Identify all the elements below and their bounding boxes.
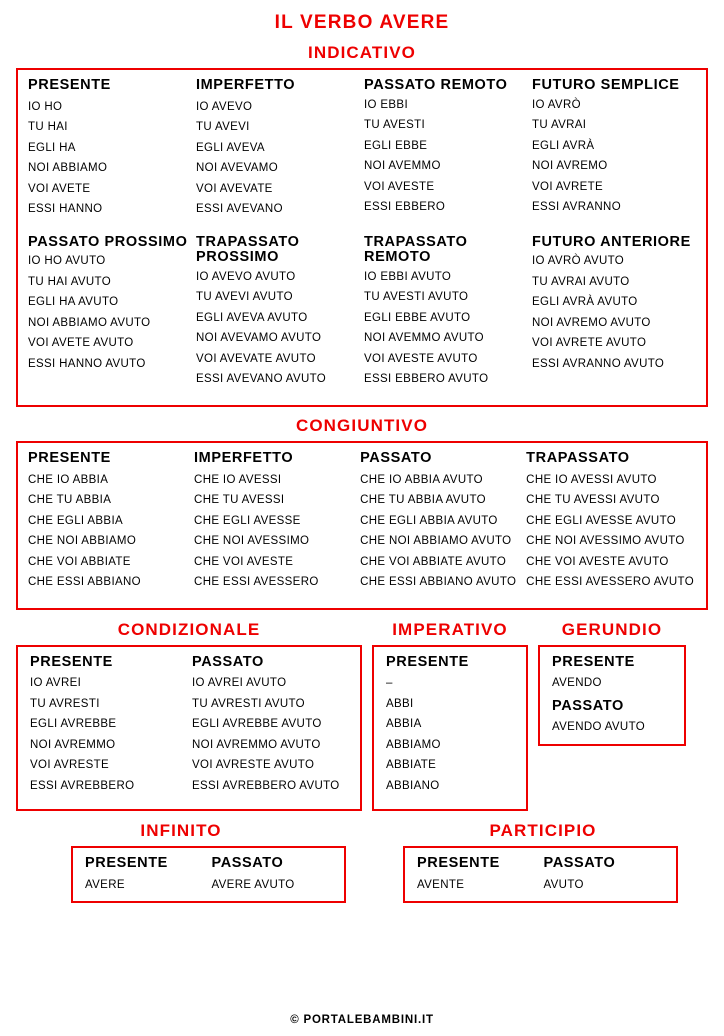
verb-form: IO EBBI AVUTO [364,270,452,283]
verb-form: CHE VOI ABBIATE [28,555,131,568]
tense-block-passato-prossimo [28,235,192,395]
verb-form: EGLI HA [28,141,76,154]
tense-title: PRESENTE [417,855,500,872]
verb-form: EGLI AVEVA [196,141,265,154]
verb-form: ESSI AVRANNO [532,201,621,214]
imperativo-box [372,645,528,812]
tense-block-inf-presente [85,856,208,893]
verb-form: ESSI AVEVANO AVUTO [196,373,327,386]
tense-title: IMPERFETTO [194,449,294,466]
verb-form: CHE IO AVESSI AVUTO [526,473,657,486]
verb-form: TU AVRESTI AVUTO [192,697,305,710]
verb-form: IO AVEVO [196,100,253,113]
verb-form: TU AVRESTI [30,697,100,710]
tense-title: FUTURO ANTERIORE [532,233,691,250]
verb-form: CHE EGLI ABBIA [28,514,124,527]
verb-form: AVENDO AVUTO [552,721,646,734]
tense-block-trapassato-prossimo [196,235,360,395]
verb-form: CHE VOI AVESTE [194,555,294,568]
verb-form: IO AVREI [30,677,82,690]
tense-block-cong-presente [28,451,190,598]
verb-form: EGLI EBBE AVUTO [364,311,471,324]
mood-title-infinito: INFINITO [140,821,222,841]
tense-title: PASSATO [543,855,616,872]
verb-form: VOI AVETE [28,182,91,195]
verb-form: VOI AVEVATE [196,182,273,195]
verb-form: TU AVEVI [196,121,250,134]
verb-form: EGLI AVRÀ [532,139,595,152]
middle-boxes-row [16,645,708,812]
mood-title-condizionale: CONDIZIONALE [117,619,261,639]
verb-form: CHE IO AVESSI [194,473,282,486]
verb-form: EGLI AVRÀ AVUTO [532,296,638,309]
verb-form: CHE NOI ABBIAMO [28,535,137,548]
verb-form: CHE VOI ABBIATE AVUTO [360,555,507,568]
verb-form: ESSI AVRANNO AVUTO [532,357,665,370]
verb-form: NOI AVREMO [532,160,608,173]
verb-form: EGLI AVREBBE [30,718,117,731]
verb-form: CHE TU AVESSI AVUTO [526,494,660,507]
tense-title: PRESENTE [85,855,168,872]
verb-form: ESSI AVREBBERO AVUTO [192,779,340,792]
verb-form: ABBIA [386,718,422,731]
tense-title: IMPERFETTO [196,77,296,93]
verb-form: IO AVREI AVUTO [192,677,287,690]
tense-title: PRESENTE [30,653,113,670]
tense-block-cond-passato [192,655,350,802]
tense-block-passato-remoto [364,78,528,225]
verb-form: ESSI AVREBBERO [30,779,135,792]
participio-columns [417,856,666,893]
tense-block-inf-passato [212,856,335,893]
verb-form: CHE IO ABBIA [28,473,109,486]
verb-conjugation-sheet [0,12,724,1036]
verb-form: TU AVEVI AVUTO [196,291,293,304]
verb-form: ESSI EBBERO [364,201,446,214]
verb-form: CHE NOI AVESSIMO [194,535,310,548]
tense-title: TRAPASSATO REMOTO [364,233,468,266]
verb-form: IO EBBI [364,98,408,111]
infinito-columns [85,856,334,893]
tense-block-futuro-semplice [532,78,696,225]
tense-title: PASSATO [192,653,264,670]
tense-block-cong-passato [360,451,522,598]
verb-form: ESSI HANNO AVUTO [28,357,146,370]
tense-title: PASSATO REMOTO [364,77,508,93]
verb-form: TU AVESTI [364,119,426,132]
verb-form: ABBIATE [386,759,437,772]
verb-form: AVUTO [543,878,584,891]
verb-form: NOI AVREMO AVUTO [532,316,651,329]
participio-box [403,846,678,903]
verb-form: NOI ABBIAMO AVUTO [28,316,151,329]
congiuntivo-row-1 [28,451,696,598]
verb-form: CHE ESSI AVESSERO AVUTO [526,576,694,589]
verb-form: TU AVRAI AVUTO [532,275,630,288]
verb-form: ABBIANO [386,779,440,792]
verb-form: VOI AVRETE [532,180,604,193]
condizionale-box [16,645,362,812]
verb-form: IO AVEVO AVUTO [196,270,296,283]
gerundio-box [538,645,686,746]
tense-title: PASSATO PROSSIMO [28,233,188,250]
bottom-boxes-row [16,846,708,903]
verb-form: CHE TU ABBIA AVUTO [360,494,486,507]
verb-form: IO AVRÒ AVUTO [532,255,625,268]
tense-block-trapassato-remoto [364,235,528,395]
tense-title: PRESENTE [386,653,469,670]
verb-form: NOI AVEVAMO [196,162,279,175]
middle-mood-titles [16,620,708,645]
tense-title: PASSATO [552,697,624,714]
verb-form: IO HO AVUTO [28,255,106,268]
verb-form: AVERE AVUTO [211,878,295,891]
verb-form: VOI AVRESTE AVUTO [192,759,315,772]
tense-block-imperfetto [196,78,360,225]
congiuntivo-box [16,441,708,610]
verb-form: TU AVRAI [532,119,587,132]
verb-form: – [386,677,393,690]
verb-form: TU HAI AVUTO [28,275,112,288]
tense-block-cong-trapassato [526,451,696,598]
verb-form: EGLI AVEVA AVUTO [196,311,308,324]
mood-title-participio: PARTICIPIO [489,821,597,841]
mood-title-imperativo: IMPERATIVO [392,619,508,639]
indicativo-row-1 [28,78,696,225]
indicativo-row-2 [28,235,696,395]
tense-title: FUTURO SEMPLICE [532,77,680,93]
tense-title: PRESENTE [28,449,111,466]
verb-form: CHE NOI ABBIAMO AVUTO [360,535,512,548]
tense-title: TRAPASSATO PROSSIMO [196,233,300,266]
verb-form: CHE TU ABBIA [28,494,112,507]
tense-block-presente [28,78,192,225]
verb-form: NOI AVEMMO AVUTO [364,332,484,345]
tense-title: PASSATO [360,449,432,466]
tense-title: PRESENTE [28,77,111,93]
tense-title: PRESENTE [552,653,635,670]
verb-form: IO HO [28,100,63,113]
verb-form: CHE ESSI ABBIANO [28,576,141,589]
indicativo-box [16,68,708,407]
verb-form: CHE ESSI AVESSERO [194,576,319,589]
verb-form: TU HAI [28,121,68,134]
infinito-box [71,846,346,903]
tense-block-futuro-anteriore [532,235,696,395]
verb-form: VOI AVESTE AVUTO [364,352,478,365]
verb-form: CHE EGLI AVESSE [194,514,301,527]
verb-form: NOI ABBIAMO [28,162,108,175]
verb-form: CHE EGLI ABBIA AVUTO [360,514,498,527]
verb-form: AVENTE [417,878,465,891]
mood-title-congiuntivo: CONGIUNTIVO [295,415,429,435]
footer-credit: © PORTALEBAMBINI.IT [290,1014,434,1026]
verb-form: ESSI AVEVANO [196,203,283,216]
verb-form: CHE ESSI ABBIANO AVUTO [360,576,517,589]
verb-form: CHE TU AVESSI [194,494,285,507]
verb-form: VOI AVEVATE AVUTO [196,352,316,365]
mood-title-indicativo: INDICATIVO [308,43,416,62]
verb-form: VOI AVETE AVUTO [28,337,134,350]
verb-form: AVERE [85,878,125,891]
page-title: IL VERBO AVERE [274,12,450,33]
verb-form: NOI AVREMMO [30,738,116,751]
tense-block-imp-presente [386,655,516,793]
condizionale-columns [30,655,350,802]
verb-form: CHE VOI AVESTE AVUTO [526,555,669,568]
bottom-mood-titles [16,821,708,846]
verb-form: NOI AVEVAMO AVUTO [196,332,322,345]
verb-form: VOI AVRESTE [30,759,110,772]
verb-form: EGLI EBBE [364,139,428,152]
verb-form: NOI AVEMMO [364,160,441,173]
verb-form: ABBI [386,697,414,710]
verb-form: VOI AVRETE AVUTO [532,337,647,350]
verb-form: EGLI HA AVUTO [28,296,119,309]
verb-form: AVENDO [552,677,602,690]
tense-block-cond-presente [30,655,188,802]
verb-form: CHE IO ABBIA AVUTO [360,473,483,486]
tense-block-part-passato [544,856,667,893]
tense-block-part-presente [417,856,540,893]
verb-form: TU AVESTI AVUTO [364,291,469,304]
verb-form: NOI AVREMMO AVUTO [192,738,321,751]
verb-form: VOI AVESTE [364,180,435,193]
verb-form: EGLI AVREBBE AVUTO [192,718,322,731]
verb-form: IO AVRÒ [532,98,581,111]
tense-title: PASSATO [211,855,284,872]
verb-form: ESSI HANNO [28,203,103,216]
tense-block-ger-presente [552,655,674,734]
verb-form: ABBIAMO [386,738,441,751]
mood-title-gerundio: GERUNDIO [561,619,663,639]
verb-form: CHE EGLI AVESSE AVUTO [526,514,677,527]
verb-form: ESSI EBBERO AVUTO [364,373,489,386]
tense-title: TRAPASSATO [526,449,630,466]
verb-form: CHE NOI AVESSIMO AVUTO [526,535,685,548]
tense-block-cong-imperfetto [194,451,356,598]
